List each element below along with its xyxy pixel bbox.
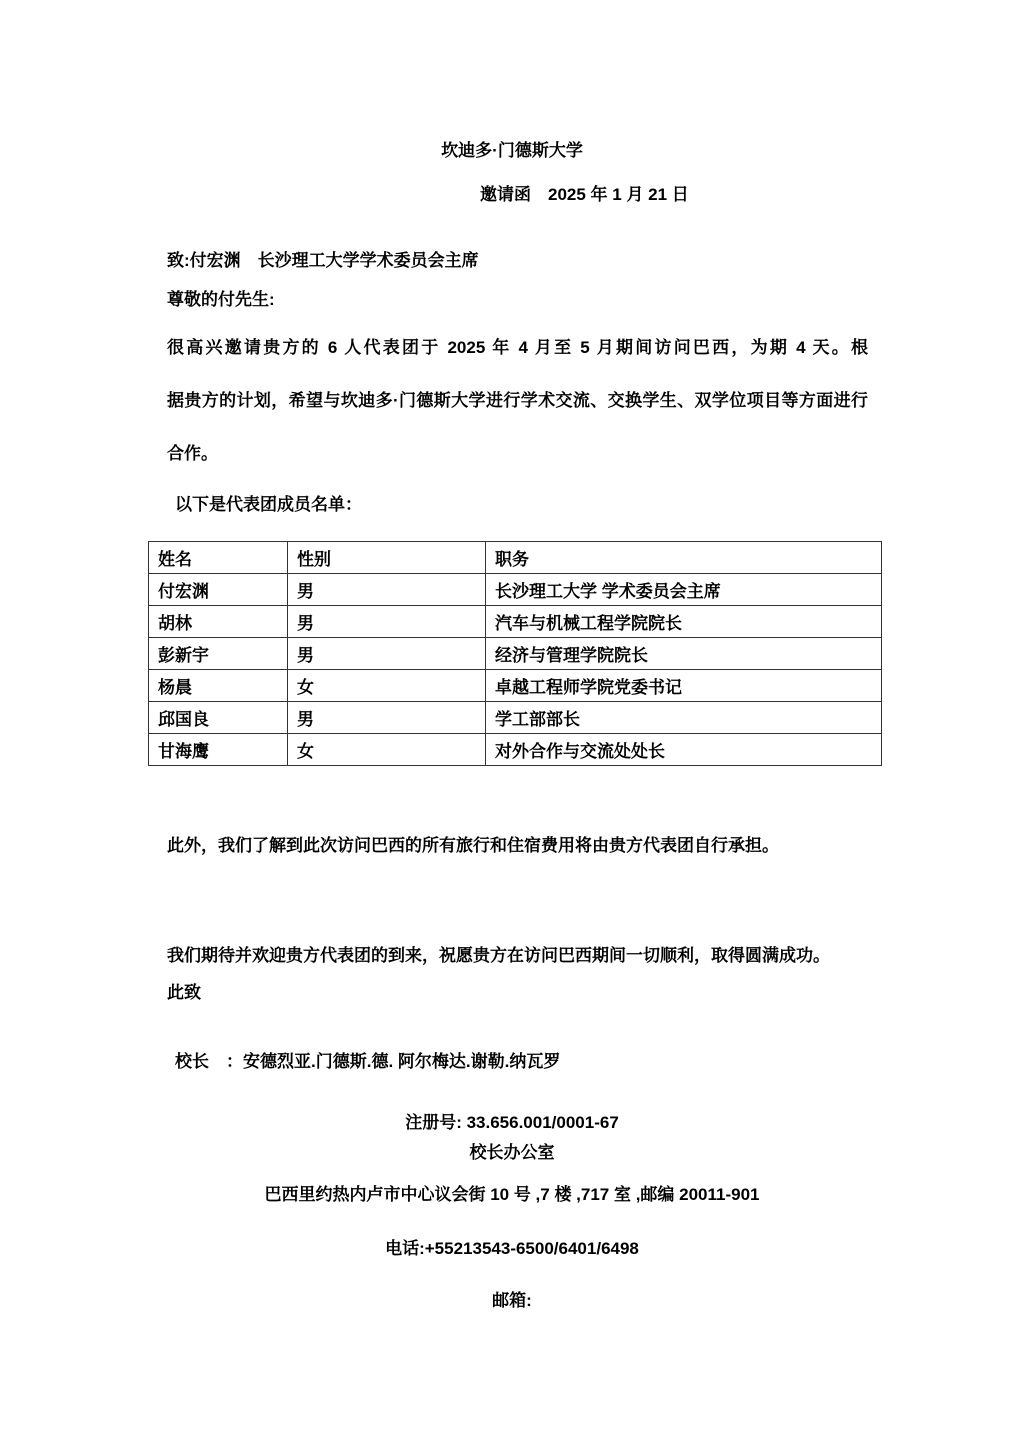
table-row [149, 606, 882, 638]
member-gender: 男 [288, 606, 486, 638]
office-line: 校长办公室 [469, 1143, 555, 1162]
member-name: 胡林 [149, 606, 288, 638]
member-name: 彭新宇 [149, 638, 288, 670]
member-gender: 女 [288, 670, 486, 702]
expenses-paragraph: 此外，我们了解到此次访问巴西的所有旅行和住宿费用将由贵方代表团自行承担。 [167, 836, 779, 855]
president-signature-line: 校长 ：安德烈亚.门德斯.德. 阿尔梅达.谢勒.纳瓦罗 [175, 1052, 561, 1071]
member-gender: 男 [288, 702, 486, 734]
member-name: 杨晨 [149, 670, 288, 702]
table-row [149, 702, 882, 734]
delegation-table [148, 541, 882, 766]
header-position: 职务 [486, 542, 882, 574]
header-name: 姓名 [149, 542, 288, 574]
closing-paragraph: 我们期待并欢迎贵方代表团的到来，祝愿贵方在访问巴西期间一切顺利，取得圆满成功。 [167, 946, 830, 965]
address-line: 巴西里约热内卢市中心议会街 10 号 ,7 楼 ,717 室 ,邮编 20011-901 [264, 1185, 760, 1204]
phone-line: 电话:+55213543-6500/6401/6498 [385, 1239, 639, 1258]
delegation-list-intro: 以下是代表团成员名单： [175, 495, 362, 514]
member-position: 卓越工程师学院党委书记 [486, 670, 882, 702]
table-header-row [149, 542, 882, 574]
header-gender: 性别 [288, 542, 486, 574]
email-line: 邮箱: [492, 1291, 532, 1310]
intro-paragraph [167, 321, 868, 480]
table-row [149, 638, 882, 670]
closing-salute: 此致 [167, 983, 201, 1002]
registration-number-line: 注册号: 33.656.001/0001-67 [405, 1113, 619, 1132]
intro-paragraph-line-3: 合作。 [167, 444, 218, 463]
member-gender: 男 [288, 638, 486, 670]
salutation-line: 尊敬的付先生: [167, 290, 275, 309]
member-position: 汽车与机械工程学院院长 [486, 606, 882, 638]
letter-type-and-date: 邀请函 2025 年 1 月 21 日 [480, 185, 689, 204]
intro-paragraph-line-2: 据贵方的计划，希望与坎迪多·门德斯大学进行学术交流、交换学生、双学位项目等方面进行 [167, 391, 868, 410]
recipient-line: 致:付宏渊 长沙理工大学学术委员会主席 [167, 251, 479, 270]
university-name-title: 坎迪多·门德斯大学 [441, 141, 583, 160]
member-name: 付宏渊 [149, 574, 288, 606]
member-position: 对外合作与交流处处长 [486, 734, 882, 766]
member-gender: 女 [288, 734, 486, 766]
member-gender: 男 [288, 574, 486, 606]
member-position: 经济与管理学院院长 [486, 638, 882, 670]
intro-paragraph-line-1: 很高兴邀请贵方的 6 人代表团于 2025 年 4 月至 5 月期间访问巴西，为期 4 天。根 [167, 338, 868, 357]
member-name: 邱国良 [149, 702, 288, 734]
member-name: 甘海鹰 [149, 734, 288, 766]
member-position: 学工部部长 [486, 702, 882, 734]
member-position: 长沙理工大学 学术委员会主席 [486, 574, 882, 606]
table-row [149, 574, 882, 606]
table-row [149, 734, 882, 766]
table-row [149, 670, 882, 702]
